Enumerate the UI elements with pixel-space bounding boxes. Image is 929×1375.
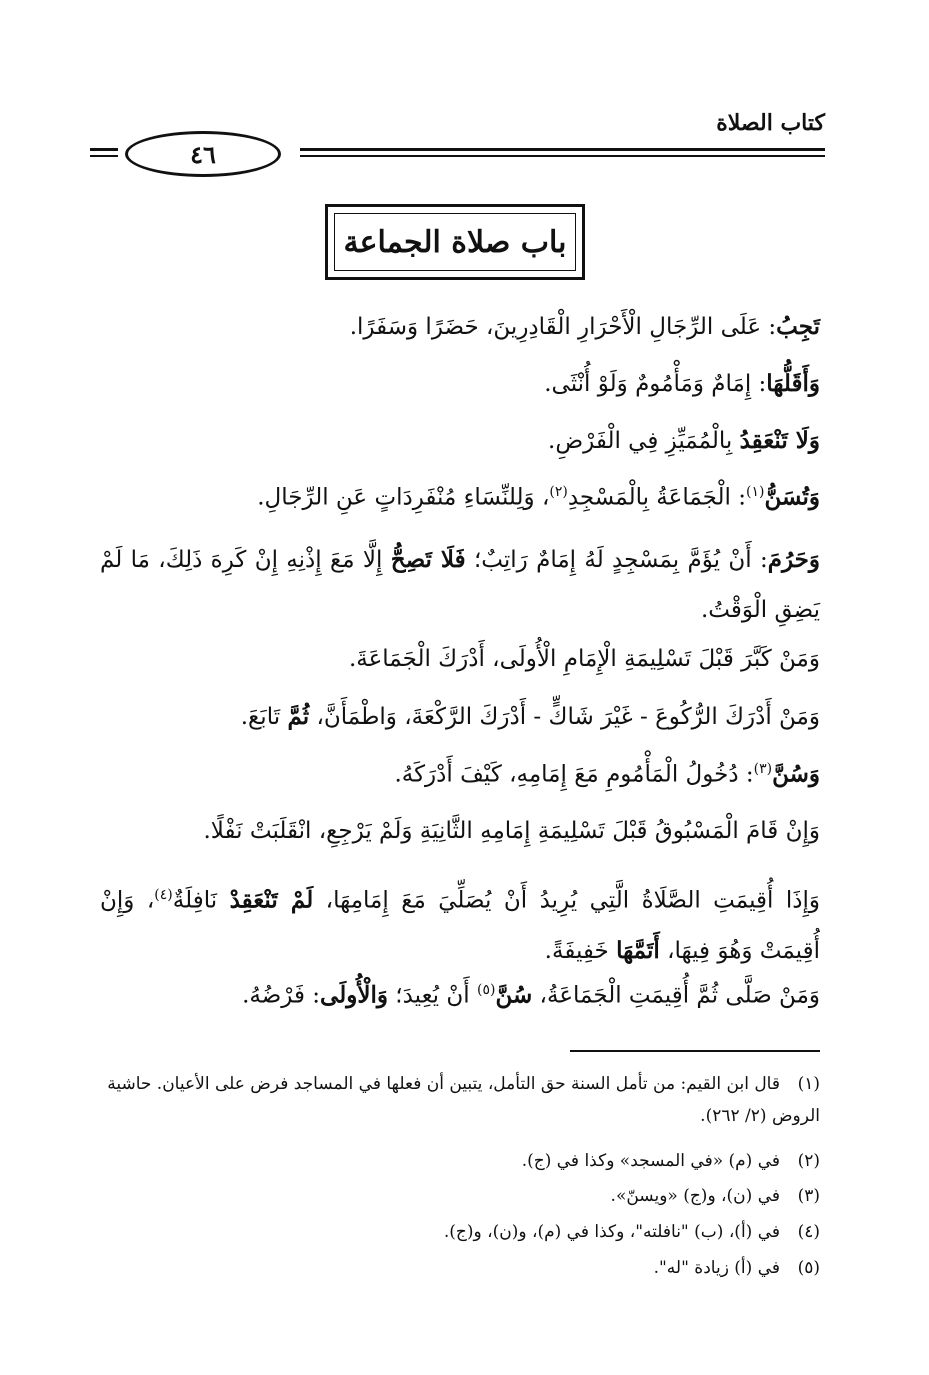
- footnote-number: (١): [797, 1074, 820, 1094]
- paragraph-text: : عَلَى الرِّجَالِ الْأَحْرَارِ الْقَادِرِينَ، حَضَرًا وَسَفَرًا.: [349, 314, 777, 340]
- footnote-ref: (٣): [753, 761, 773, 777]
- paragraph-6: [349, 648, 820, 671]
- paragraph-2: [544, 372, 820, 396]
- paragraph-3: [548, 429, 820, 453]
- keyword: لَمْ تَنْعَقِدْ: [229, 886, 314, 914]
- footnote-ref: (٢): [549, 484, 568, 500]
- footnote-4: [100, 1216, 820, 1248]
- paragraph-text: تَابَعَ.: [240, 704, 288, 730]
- paragraph-1: [350, 315, 820, 339]
- running-head-book-title: كتاب الصلاة: [716, 110, 825, 136]
- footnote-1: [100, 1068, 820, 1132]
- paragraph-text: وَمَنْ أَدْرَكَ الرُّكُوعَ - غَيْرَ شَاكٍّ - أَدْرَكَ الرَّكْعَةَ، وَاطْمَأَنَّ،: [309, 704, 820, 730]
- footnote-ref: (٤): [154, 887, 173, 903]
- paragraph-text: : إِمَامٌ وَمَأْمُومٌ وَلَوْ أُنْثَى.: [544, 371, 767, 397]
- paragraph-text: وَإِنْ قَامَ الْمَسْبُوقُ قَبْلَ تَسْلِيمَةِ إِمَامِهِ الثَّانِيَةِ وَلَمْ يَرْجِعِ، انْقَلَبَتْ نَفْلًا.: [203, 818, 820, 844]
- paragraph-text: : أَنْ يُؤَمَّ بِمَسْجِدٍ لَهُ إِمَامٌ رَاتِبٌ؛: [465, 547, 768, 573]
- keyword: فَلَا تَصِحُّ: [390, 546, 466, 573]
- footnote-text: في (أ)، (ب) "نافلته"، وكذا في (م)، و(ن)، و(ج).: [443, 1222, 780, 1242]
- footnote-text: في (أ) زيادة "له".: [653, 1258, 780, 1278]
- keyword: وَتُسَنُّ: [764, 483, 820, 511]
- footnote-number: (٢): [797, 1151, 820, 1171]
- footnote-separator: [570, 1050, 820, 1052]
- paragraph-9: [204, 820, 821, 843]
- footnote-2: [100, 1145, 820, 1177]
- footnote-number: (٥): [797, 1258, 820, 1278]
- page-number-badge: [125, 131, 281, 177]
- keyword: سُنَّ: [495, 981, 533, 1009]
- paragraph-5: [100, 535, 820, 635]
- paragraph-11: [242, 983, 820, 1008]
- keyword: وَأَقَلُّهَا: [766, 370, 820, 397]
- keyword: ثُمَّ: [287, 703, 310, 730]
- footnote-text: في (م) «في المسجد» وكذا في (ج).: [521, 1151, 780, 1171]
- chapter-title: باب صلاة الجماعة: [343, 224, 567, 260]
- paragraph-text: إِلَّا مَعَ إِذْنِهِ إِنْ كَرِهَ ذَلِكَ، مَا لَمْ يَضِقِ الْوَقْتُ.: [100, 547, 820, 623]
- paragraph-text: أَنْ يُعِيدَ؛: [387, 982, 477, 1009]
- paragraph-text: نَافِلَةٌ: [172, 887, 230, 914]
- paragraph-text: ، وَلِلنِّسَاءِ مُنْفَرِدَاتٍ عَنِ الرِّجَالِ.: [257, 484, 550, 511]
- footnote-3: [100, 1180, 820, 1212]
- footnote-ref: (١): [745, 484, 765, 500]
- footnote-5: [100, 1252, 820, 1284]
- paragraph-text: بِالْمُمَيِّزِ فِي الْفَرْضِ.: [548, 428, 740, 454]
- keyword: أَتَمَّهَا: [616, 936, 660, 964]
- paragraph-text: وَإِذَا أُقِيمَتِ الصَّلَاةُ الَّتِي يُرِيدُ أَنْ يُصَلِّيَ مَعَ إِمَامِهَا،: [313, 887, 820, 914]
- paragraph-7: [241, 705, 820, 729]
- paragraph-text: : دُخُولُ الْمَأْمُومِ مَعَ إِمَامِهِ، كَيْفَ أَدْرَكَهُ.: [394, 761, 754, 788]
- header-rule-left-thin: [90, 155, 118, 157]
- footnote-text: قال ابن القيم: من تأمل السنة حق التأمل، يتبين أن فعلها في المساجد فرض على الأعيان. حاشية الروض (٢/ ٢٦٢).: [107, 1074, 820, 1126]
- chapter-title-frame: [325, 204, 585, 280]
- keyword: تَجِبُ: [776, 313, 820, 340]
- page-header: [90, 108, 825, 178]
- header-rule-left-thick: [90, 148, 118, 151]
- paragraph-text: وَمَنْ كَبَّرَ قَبْلَ تَسْلِيمَةِ الْإِمَامِ الْأُولَى، أَدْرَكَ الْجَمَاعَةَ.: [348, 646, 820, 672]
- footnote-text: في (ن)، و(ج) «ويسنّ».: [610, 1186, 780, 1206]
- footnote-number: (٤): [797, 1222, 820, 1242]
- paragraph-4: [257, 485, 820, 510]
- paragraph-8: [394, 762, 820, 787]
- header-rule-thick: [300, 148, 825, 151]
- footnote-number: (٣): [797, 1186, 820, 1206]
- paragraph-text: : الْجَمَاعَةُ بِالْمَسْجِدِ: [567, 484, 746, 511]
- paragraph-text: ، وَإِنْ أُقِيمَتْ وَهُوَ فِيهَا،: [100, 887, 820, 964]
- keyword: وَحَرُمَ: [767, 546, 820, 573]
- keyword: وَسُنَّ: [772, 760, 820, 788]
- paragraph-text: : فَرْضُهُ.: [242, 982, 321, 1009]
- header-rule-thin: [300, 155, 825, 157]
- keyword: وَالْأُولَى: [320, 981, 388, 1009]
- page-number: ٤٦: [190, 139, 216, 169]
- paragraph-text: وَمَنْ صَلَّى ثُمَّ أُقِيمَتِ الْجَمَاعَةُ،: [532, 982, 820, 1009]
- footnote-ref: (٥): [477, 982, 496, 998]
- keyword: وَلَا تَنْعَقِدُ: [739, 427, 820, 454]
- paragraph-text: خَفِيفَةً.: [544, 937, 617, 964]
- paragraph-10: [100, 870, 820, 976]
